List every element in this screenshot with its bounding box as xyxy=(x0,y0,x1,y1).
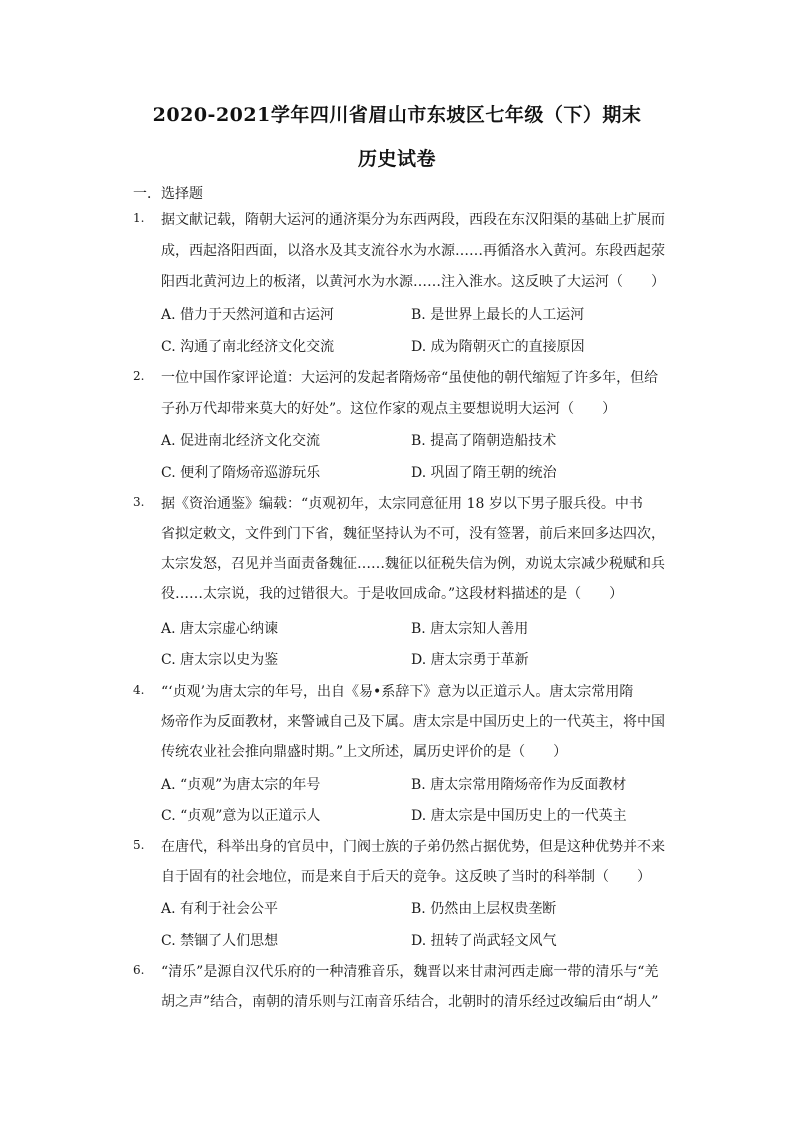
question-text-line: 一位中国作家评论道：大运河的发起者隋炀帝“虽使他的朝代缩短了许多年，但给 xyxy=(161,370,659,386)
option-d: D. 唐太宗勇于革新 xyxy=(411,652,529,668)
question-text-line: 据文献记载，隋朝大运河的通济渠分为东西两段，西段在东汉阳渠的基础上扩展而 xyxy=(161,212,665,228)
option-b: B. 唐太宗常用隋炀帝作为反面教材 xyxy=(411,777,627,793)
question-text-line: 阳西北黄河边上的板渚，以黄河水为水源……注入淮水。这反映了大运河（ ） xyxy=(161,274,665,290)
question-number: 3. xyxy=(133,495,145,509)
question-text-line: 炀帝作为反面教材，来警诫自己及下属。唐太宗是中国历史上的一代英主，将中国 xyxy=(161,714,665,730)
question-text-line: 太宗发怒，召见并当面责备魏征……魏征以征税失信为例，劝说太宗减少税赋和兵 xyxy=(161,556,665,572)
question-text-line: 在唐代，科举出身的官员中，门阀士族的子弟仍然占据优势，但是这种优势并不来 xyxy=(161,839,665,855)
option-b: B. 是世界上最长的人工运河 xyxy=(411,307,585,323)
question-number: 5. xyxy=(133,838,145,852)
question-text-line: 成，西起洛阳西面，以洛水及其支流谷水为水源……再循洛水入黄河。东段西起荥 xyxy=(161,243,665,259)
question-number: 6. xyxy=(133,963,145,977)
section-heading: 一．选择题 xyxy=(133,186,203,202)
question-number: 1. xyxy=(133,211,145,225)
option-a: A. 促进南北经济文化交流 xyxy=(161,433,321,449)
option-a: A. “贞观”为唐太宗的年号 xyxy=(161,777,321,793)
exam-title-line1: 2020-2021学年四川省眉山市东坡区七年级（下）期末 xyxy=(152,104,642,126)
option-c: C. 沟通了南北经济文化交流 xyxy=(161,339,335,355)
question-text-line: 据《资治通鉴》编载：“贞观初年，太宗同意征用 18 岁以下男子服兵役。中书 xyxy=(161,496,643,512)
option-d: D. 成为隋朝灭亡的直接原因 xyxy=(411,339,585,355)
option-a: A. 唐太宗虚心纳谏 xyxy=(161,621,279,637)
option-b: B. 提高了隋朝造船技术 xyxy=(411,433,557,449)
question-text-line: 胡之声”结合，南朝的清乐则与江南音乐结合，北朝时的清乐经过改编后由“胡人” xyxy=(161,994,659,1010)
question-text-line: “‘贞观’为唐太宗的年号，出自《易•系辞下》意为以正道示人。唐太宗常用隋 xyxy=(161,684,634,700)
question-text-line: “清乐”是源自汉代乐府的一种清雅音乐，魏晋以来甘肃河西走廊一带的清乐与“羌 xyxy=(161,964,659,980)
option-c: C. 便利了隋炀帝巡游玩乐 xyxy=(161,465,321,481)
question-number: 4. xyxy=(133,683,145,697)
question-text-line: 省拟定敕文，文件到门下省，魏征坚持认为不可，没有签署，前后来回多达四次， xyxy=(161,526,665,542)
question-text-line: 传统农业社会推向鼎盛时期。”上文所述，属历史评价的是（ ） xyxy=(161,744,568,760)
option-c: C. 唐太宗以史为鉴 xyxy=(161,652,279,668)
option-b: B. 仍然由上层权贵垄断 xyxy=(411,901,557,917)
question-text-line: 役……太宗说，我的过错很大。于是收回成命。”这段材料描述的是（ ） xyxy=(161,586,624,602)
option-c: C. “贞观”意为以正道示人 xyxy=(161,808,321,824)
option-d: D. 巩固了隋王朝的统治 xyxy=(411,465,557,481)
option-c: C. 禁锢了人们思想 xyxy=(161,933,279,949)
option-a: A. 借力于天然河道和古运河 xyxy=(161,307,335,323)
question-number: 2. xyxy=(133,369,145,383)
question-text-line: 子孙万代却带来莫大的好处”。这位作家的观点主要想说明大运河（ ） xyxy=(161,401,617,417)
option-a: A. 有利于社会公平 xyxy=(161,901,279,917)
option-b: B. 唐太宗知人善用 xyxy=(411,621,529,637)
option-d: D. 唐太宗是中国历史上的一代英主 xyxy=(411,808,627,824)
exam-title-line2: 历史试卷 xyxy=(357,148,436,170)
question-text-line: 自于固有的社会地位，而是来自于后天的竞争。这反映了当时的科举制（ ） xyxy=(161,869,651,885)
option-d: D. 扭转了尚武轻文风气 xyxy=(411,933,557,949)
